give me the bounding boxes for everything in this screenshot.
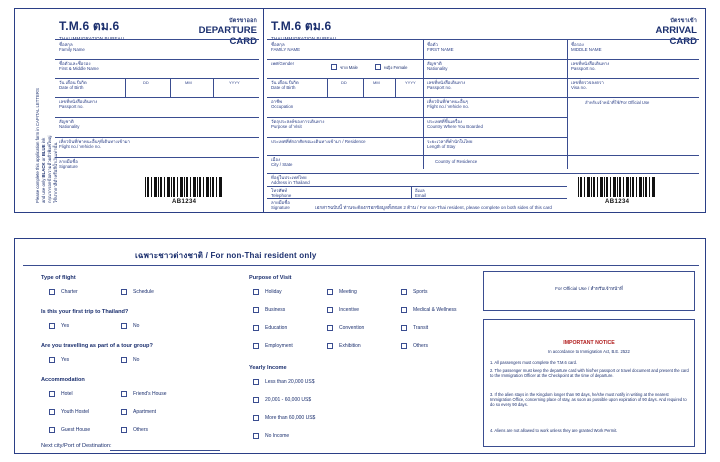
arr-rule-r2: [423, 78, 567, 79]
important-notice-item-3: 3. If the alien stays in the Kingdom longer than 90 days, he/she must notify in writing at the nearest Immigration Office, concerning place of stay, as soon as possible upon expiration of 90 days. And required to do so every 90 days.: [490, 392, 687, 408]
departure-barcode-number: AB1234: [172, 199, 197, 205]
arr-rule-r5: [423, 137, 567, 138]
arr-rule-full-2: [267, 173, 699, 174]
dep-rule-6: [55, 157, 259, 158]
important-notice-item-4: 4. Aliens are not allowed to work unless they are granted Work Permit.: [490, 428, 618, 433]
first-trip-yes-checkbox[interactable]: [49, 323, 55, 329]
dep-first-middle-label: ชื่อตัวและชื่อรอง First & Middle Name: [59, 61, 99, 72]
tm6-top-card: [14, 8, 706, 213]
arr-rule-f3: [567, 97, 699, 98]
income-more-60000-checkbox[interactable]: [253, 415, 259, 421]
arrival-title-en: ARRIVAL CARD: [655, 25, 697, 47]
arr-rule-full-1: [267, 155, 699, 156]
arr-residence-label: ประเทศที่พักอาศัยขณะเดินทางเข้ามา / Residence: [271, 139, 366, 144]
income-none-label: No Income: [265, 433, 290, 439]
arr-passport-label: เลขที่หนังสือเดินทาง Passport no.: [427, 80, 466, 91]
departure-header: [59, 17, 125, 41]
important-notice-subtitle: In accordance to Immigration Act, B.E. 2522: [548, 349, 630, 354]
arr-rule-l3: [267, 97, 423, 98]
arrival-header-rule: [267, 39, 699, 40]
arr-gender-female-checkbox[interactable]: [375, 64, 381, 70]
arr-rule-l4: [267, 117, 423, 118]
important-notice-title: IMPORTANT NOTICE: [563, 340, 615, 346]
arr-tel-email-divider: [411, 186, 412, 198]
first-trip-no-checkbox[interactable]: [121, 323, 127, 329]
purpose-convention-checkbox[interactable]: [327, 325, 333, 331]
type-of-flight-label: Type of flight: [41, 275, 76, 281]
dep-dob-yyyy: YYYY: [229, 80, 240, 85]
purpose-transit-label: Transit: [413, 325, 429, 331]
first-trip-no-label: No: [133, 323, 140, 329]
dep-dob-sep-3: [213, 78, 214, 97]
arr-dob-mm: MM: [373, 80, 380, 85]
purpose-business-checkbox[interactable]: [253, 307, 259, 313]
arrival-barcode: [578, 177, 656, 197]
accommodation-friends-house-checkbox[interactable]: [121, 391, 127, 397]
arrival-form-code: T.M.6 ตม.6: [271, 19, 332, 33]
arr-gender-label: เพศ/Gender: [271, 61, 295, 66]
accommodation-youth-hostel-checkbox[interactable]: [49, 409, 55, 415]
important-notice-box: [483, 319, 695, 447]
type-of-flight-schedule-checkbox[interactable]: [121, 289, 127, 295]
purpose-sports-checkbox[interactable]: [401, 289, 407, 295]
important-notice-item-1: 1. All passengers must complete the T.M.6 card.: [490, 360, 578, 365]
purpose-incentive-label: Incentive: [339, 307, 360, 313]
non-thai-resident-card: [14, 238, 706, 454]
departure-title-en: DEPARTURE CARD: [198, 25, 257, 47]
accommodation-others-label: Others: [133, 427, 149, 433]
arr-rule-r4: [423, 117, 567, 118]
arr-dob-sep-1: [327, 78, 328, 97]
accommodation-hotel-checkbox[interactable]: [49, 391, 55, 397]
arr-dob-sep-3: [395, 78, 396, 97]
official-use-box: [483, 271, 695, 311]
income-less-20000-label: Less than 20,000 US$: [265, 379, 315, 385]
purpose-meeting-label: Meeting: [339, 289, 357, 295]
dep-dob-sep-1: [125, 78, 126, 97]
arr-email-label: อีเมล Email: [415, 188, 426, 199]
tour-group-no-checkbox[interactable]: [121, 357, 127, 363]
dep-dob-dd: DD: [143, 80, 149, 85]
purpose-education-label: Education: [265, 325, 288, 331]
card-divider: [263, 9, 264, 212]
departure-barcode: [145, 177, 223, 197]
income-less-20000-checkbox[interactable]: [253, 379, 259, 385]
departure-title-th: บัตรขาออก: [229, 18, 257, 24]
arr-flight-label: เที่ยวบินที่/พาหนะอื่นๆ Flight no./ Vehicle no.: [427, 99, 469, 110]
purpose-exhibition-label: Exhibition: [339, 343, 361, 349]
arr-dob-dd: DD: [341, 80, 347, 85]
purpose-incentive-checkbox[interactable]: [327, 307, 333, 313]
arr-family-name-label: ชื่อสกุล FAMILY NAME: [271, 42, 301, 53]
first-trip-yes-label: Yes: [61, 323, 70, 329]
arr-telephone-label: โทรศัพท์ Telephone: [271, 188, 292, 199]
dep-passport-label: เลขที่หนังสือเดินทาง Passport no.: [59, 99, 98, 110]
arr-purpose-label: วัตถุประสงค์ของการเดินทาง Purpose of Visit: [271, 119, 325, 130]
next-city-input[interactable]: [110, 450, 220, 451]
dep-dob-label: วัน เดือน ปีเกิด Date of Birth: [59, 80, 87, 91]
first-trip-label: Is this your first trip to Thailand?: [41, 309, 129, 315]
arr-dob-label: วัน เดือน ปีเกิด Date of Birth: [271, 80, 299, 91]
purpose-others-checkbox[interactable]: [401, 343, 407, 349]
arr-official-use-label: สำหรับเจ้าหน้าที่ใช้/For Official Use: [585, 100, 650, 105]
type-of-flight-charter-checkbox[interactable]: [49, 289, 55, 295]
income-more-60000-label: More than 60,000 US$: [265, 415, 316, 421]
purpose-employment-label: Employment: [265, 343, 293, 349]
arr-passport-right-label: เลขที่หนังสือเดินทาง Passport no.: [571, 61, 610, 72]
purpose-transit-checkbox[interactable]: [401, 325, 407, 331]
purpose-medical-wellness-checkbox[interactable]: [401, 307, 407, 313]
income-20001-60000-label: 20,001 - 60,000 US$: [265, 397, 312, 403]
arr-country-residence-label: Country of Residence: [435, 159, 478, 164]
purpose-others-label: Others: [413, 343, 429, 349]
arr-first-name-label: ชื่อตัว FIRST NAME: [427, 42, 454, 53]
arr-rule-full-3: [267, 186, 567, 187]
tour-group-no-label: No: [133, 357, 140, 363]
arrival-title-block: [635, 17, 697, 47]
accommodation-others-checkbox[interactable]: [121, 427, 127, 433]
arr-visa-label: เลขที่ตรวจลงตรา Visa no.: [571, 80, 604, 91]
accommodation-apartment-checkbox[interactable]: [121, 409, 127, 415]
arr-nationality-label: สัญชาติ Nationality: [427, 61, 448, 72]
accommodation-friends-house-label: Friend's House: [133, 391, 167, 397]
accommodation-guest-house-label: Guest House: [61, 427, 91, 433]
purpose-of-visit-label: Purpose of Visit: [249, 275, 292, 281]
departure-form-code: T.M.6 ตม.6: [59, 19, 120, 33]
dep-rule-1: [55, 59, 259, 60]
tour-group-label: Are you travelling as part of a tour group?: [41, 343, 153, 349]
arrival-footer-note: เอกสารฉบับนี้ ท่านจะต้องกรอกข้อมูลทั้งหมด 2 ด้าน / For non-Thai resident, please complete on both sides of this card: [315, 205, 552, 210]
purpose-education-checkbox[interactable]: [253, 325, 259, 331]
purpose-convention-label: Convention: [339, 325, 365, 331]
arr-signature-label: ลายมือชื่อ Signature: [271, 200, 290, 211]
arr-length-stay-label: ระยะเวลาที่พำนักในไทย Length of Stay: [427, 139, 473, 150]
dep-dob-mm: MM: [185, 80, 192, 85]
income-20001-60000-checkbox[interactable]: [253, 397, 259, 403]
purpose-holiday-label: Holiday: [265, 289, 282, 295]
departure-title-block: [195, 17, 257, 47]
arr-dob-yyyy: YYYY: [405, 80, 416, 85]
dep-rule-2: [55, 78, 259, 79]
arr-city-label: เมือง City / State: [271, 157, 293, 168]
arr-rule-l5: [267, 137, 423, 138]
accommodation-apartment-label: Apartment: [133, 409, 157, 415]
non-thai-title-rule: [23, 265, 699, 266]
arr-gender-male-checkbox[interactable]: [331, 64, 337, 70]
arr-rule-full-4: [267, 198, 567, 199]
next-city-label: Next city/Port of Destination:: [41, 443, 112, 449]
arr-middle-name-label: ชื่อรอง MIDDLE NAME: [571, 42, 602, 53]
income-none-checkbox[interactable]: [253, 433, 259, 439]
official-use-box-label: For Official Use / สำหรับเจ้าหน้าที่: [555, 286, 623, 291]
arr-rule-f1: [567, 59, 699, 60]
non-thai-title: เฉพาะชาวต่างชาติ / For non-Thai resident only: [135, 251, 317, 260]
accommodation-hotel-label: Hotel: [61, 391, 73, 397]
arr-rule-r1: [423, 59, 567, 60]
purpose-business-label: Business: [265, 307, 286, 313]
purpose-exhibition-checkbox[interactable]: [327, 343, 333, 349]
purpose-meeting-checkbox[interactable]: [327, 289, 333, 295]
departure-bureau: THAI IMMIGRATION BUREAU: [59, 36, 125, 41]
accommodation-label: Accommodation: [41, 377, 85, 383]
arrival-barcode-number: AB1234: [605, 199, 630, 205]
arrival-header: [271, 17, 337, 41]
arrival-title-th: บัตรขาเข้า: [670, 18, 697, 24]
purpose-holiday-checkbox[interactable]: [253, 289, 259, 295]
arr-rule-l1: [267, 59, 423, 60]
tour-group-yes-checkbox[interactable]: [49, 357, 55, 363]
dep-rule-4: [55, 117, 259, 118]
arr-gender-male-label: ชาย Male: [340, 65, 358, 70]
purpose-medical-wellness-label: Medical & Wellness: [413, 307, 457, 313]
accommodation-guest-house-checkbox[interactable]: [49, 427, 55, 433]
arr-gender-female-label: หญิง Female: [384, 65, 408, 70]
dep-rule-5: [55, 137, 259, 138]
important-notice-item-2: 2. The passenger must keep the departure card with his/her passport or travel document and present the card to the Immigration Officer at the Checkpoint at the time of departure.: [490, 368, 689, 379]
arr-rule-r3: [423, 97, 567, 98]
type-of-flight-charter-label: Charter: [61, 289, 78, 295]
arr-dob-sep-2: [363, 78, 364, 97]
tour-group-yes-label: Yes: [61, 357, 70, 363]
dep-family-name-label: ชื่อสกุล Family Name: [59, 42, 85, 53]
purpose-employment-checkbox[interactable]: [253, 343, 259, 349]
arr-boarded-label: ประเทศที่ขึ้นเครื่อง Country Where You Boarded: [427, 119, 483, 130]
dep-dob-sep-2: [170, 78, 171, 97]
dep-nationality-label: สัญชาติ Nationality: [59, 119, 80, 130]
arr-rule-l2: [267, 78, 423, 79]
yearly-income-label: Yearly Income: [249, 365, 287, 371]
arr-address-label: ที่อยู่ในประเทศไทย Address in Thailand: [271, 175, 310, 186]
dep-flight-label: เที่ยวบินที่/พาหนะอื่นๆที่เดินทางเข้ามา Flight no./ Vehicle no.: [59, 139, 131, 150]
accommodation-youth-hostel-label: Youth Hostel: [61, 409, 90, 415]
arr-occupation-label: อาชีพ Occupation: [271, 99, 294, 110]
dep-rule-3: [55, 97, 259, 98]
capital-letters-note: Please complete this application form in CAPITAL LETTERS and use only BLACK or BLUE ink กรุณากรอกข้อความด้วยตัวพิมพ์ใหญ่ ใช้ปากกาสีดำหรือสีน้ำเงินเท่านั้น: [35, 88, 58, 203]
purpose-sports-label: Sports: [413, 289, 428, 295]
type-of-flight-schedule-label: Schedule: [133, 289, 154, 295]
dep-signature-label: ลายมือชื่อ Signature: [59, 159, 78, 170]
arrival-bureau: THAI IMMIGRATION BUREAU: [271, 36, 337, 41]
departure-header-rule: [55, 39, 259, 40]
arr-rule-f2: [567, 78, 699, 79]
